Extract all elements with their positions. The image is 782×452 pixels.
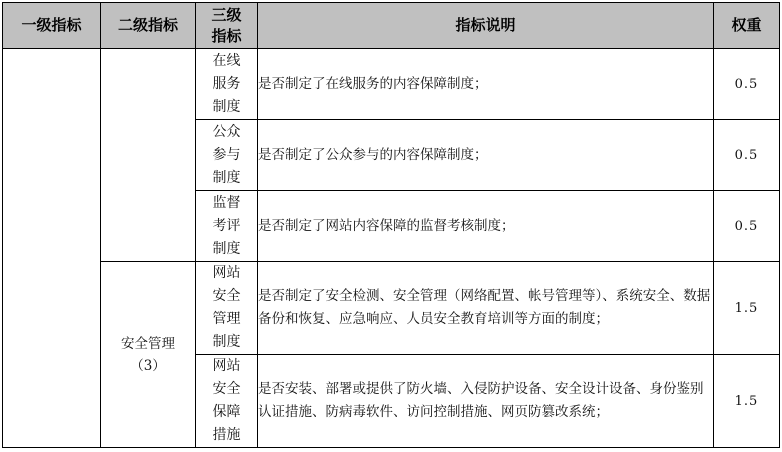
level3-cell <box>196 262 258 355</box>
description-cell: 是否制定了公众参与的内容保障制度； <box>258 120 714 191</box>
level1-cell <box>3 49 101 448</box>
weight-cell: 1.5 <box>714 262 780 355</box>
description-cell: 是否安装、部署或提供了防火墙、入侵防护设备、安全设计设备、身份鉴别认证措施、防病毒软件、访问控制措施、网页防篡改系统； <box>258 355 714 448</box>
table-row <box>3 262 780 355</box>
level3-cell <box>196 49 258 120</box>
level3-text: 在线服务制度 <box>212 52 241 115</box>
weight-cell: 1.5 <box>714 355 780 448</box>
header-level3-text: 三级指标 <box>211 5 242 45</box>
header-level2: 二级指标 <box>101 3 196 49</box>
weight-cell: 0.5 <box>714 191 780 262</box>
weight-cell: 0.5 <box>714 49 780 120</box>
description-cell: 是否制定了在线服务的内容保障制度； <box>258 49 714 120</box>
description-cell: 是否制定了安全检测、安全管理（网络配置、帐号管理等）、系统安全、数据备份和恢复、应急响应、人员安全教育培训等方面的制度； <box>258 262 714 355</box>
description-cell: 是否制定了网站内容保障的监督考核制度； <box>258 191 714 262</box>
level3-text: 网站安全保障措施 <box>212 358 241 443</box>
level2-name: 安全管理 <box>121 335 175 352</box>
header-weight: 权重 <box>714 3 780 49</box>
indicator-table <box>2 2 780 448</box>
level3-text: 网站安全管理制度 <box>212 265 241 350</box>
level3-text: 公众参与制度 <box>212 123 241 186</box>
level3-text: 监督考评制度 <box>212 194 241 257</box>
level2-count: （3） <box>130 357 166 374</box>
header-level3 <box>196 3 258 49</box>
level2-cell-security-management <box>101 262 196 448</box>
level3-cell <box>196 120 258 191</box>
level2-cell-empty <box>101 49 196 262</box>
level3-cell <box>196 355 258 448</box>
header-level1: 一级指标 <box>3 3 101 49</box>
header-description: 指标说明 <box>258 3 714 49</box>
table-row <box>3 49 780 120</box>
level3-cell <box>196 191 258 262</box>
weight-cell: 0.5 <box>714 120 780 191</box>
header-row <box>3 3 780 49</box>
